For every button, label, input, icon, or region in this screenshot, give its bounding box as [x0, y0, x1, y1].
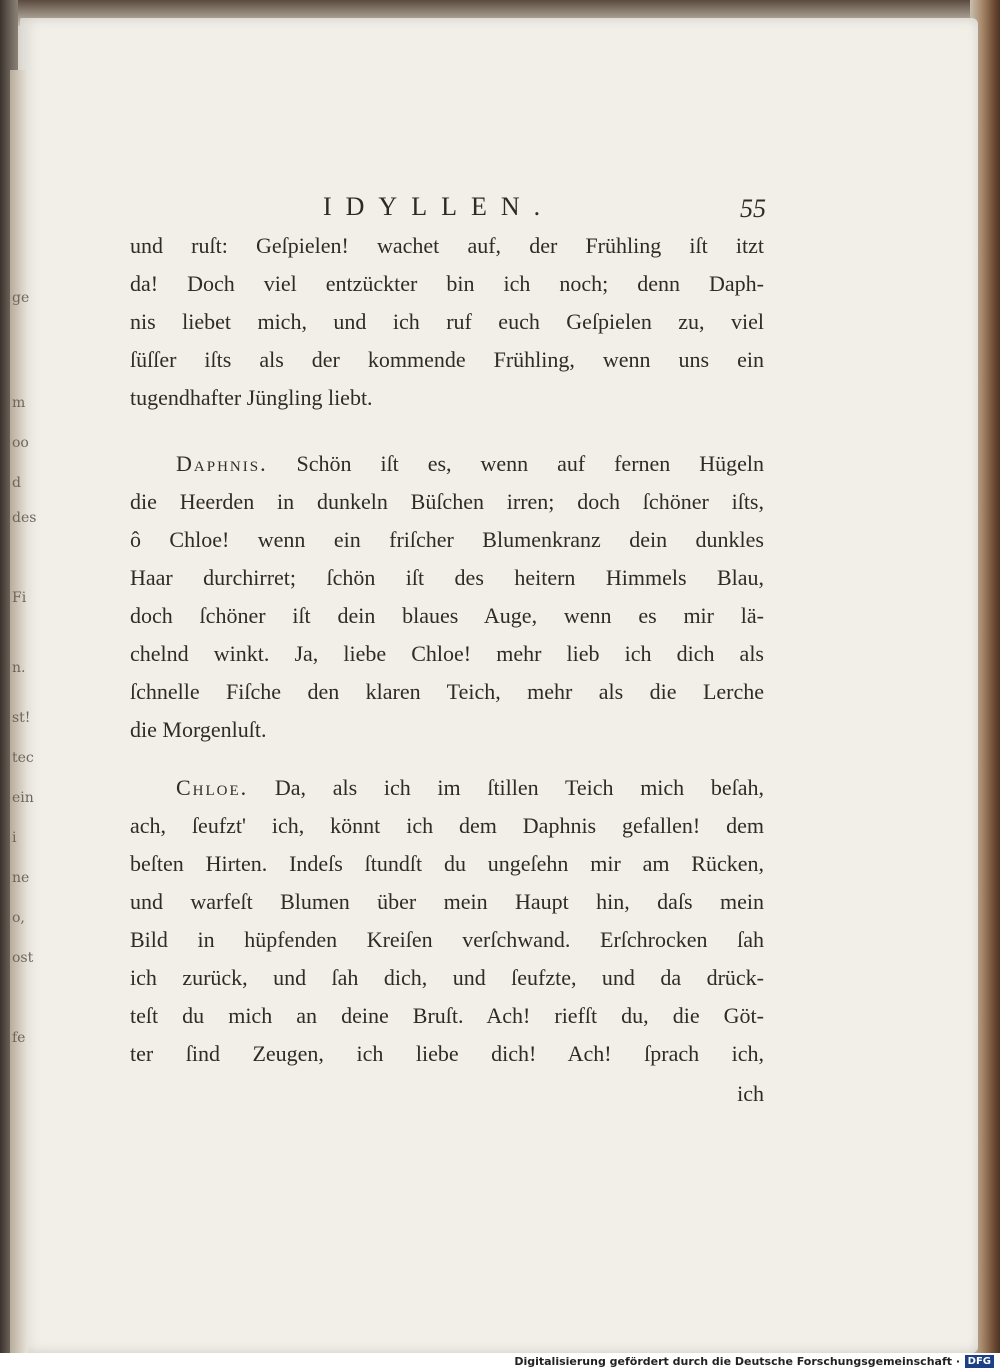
speaker-name: Daphnis. [176, 451, 268, 476]
text-line: die Morgenluſt. [130, 717, 267, 742]
text-line: ô Chloe! wenn ein friſcher Blumenkranz dein dunkles [130, 527, 764, 552]
paragraph-first-line [176, 774, 764, 802]
text-line: chelnd winkt. Ja, liebe Chloe! mehr lieb ich dich als [130, 641, 764, 666]
margin-fragment: n. [12, 660, 26, 676]
facing-page-edge [10, 70, 37, 1360]
text-line: und ruſt: Geſpielen! wachet auf, der Frühling iſt itzt [130, 233, 764, 258]
text-line: Bild in hüpfenden Kreiſen verſchwand. Erſchrocken ſah [130, 927, 764, 952]
speaker-name: Chloe. [176, 775, 249, 800]
margin-fragment: st! [12, 710, 31, 726]
text-line: ich zurück, und ſah dich, und ſeufzte, und da drück- [130, 965, 764, 990]
margin-fragment: tec [12, 750, 34, 766]
margin-fragment: fe [12, 1030, 26, 1046]
margin-fragment: ne [12, 870, 30, 886]
text-line: ſchnelle Fiſche den klaren Teich, mehr als die Lerche [130, 679, 764, 704]
margin-fragment: Fi [12, 590, 27, 606]
text-line: doch ſchöner iſt dein blaues Auge, wenn es mir lä- [130, 603, 764, 628]
margin-fragment: o, [12, 910, 25, 926]
speech-text: Schön iſt es, wenn auf fernen Hügeln [296, 451, 764, 476]
catchword: ich [737, 1081, 764, 1106]
margin-fragment: m [12, 395, 26, 411]
page-number: 55 [740, 194, 766, 223]
text-line: beſten Hirten. Indeſs ſtundſt du ungeſehn mir am Rücken, [130, 851, 764, 876]
text-line: und warfeſt Blumen über mein Haupt hin, daſs mein [130, 889, 764, 914]
paragraph-first-line [176, 450, 764, 478]
text-line: da! Doch viel entzückter bin ich noch; denn Daph- [130, 271, 764, 296]
running-title: IDYLLEN. [323, 192, 555, 221]
margin-fragment: ost [12, 950, 34, 966]
margin-fragment: oo [12, 435, 29, 451]
margin-fragment: des [12, 510, 37, 526]
text-line: teſt du mich an deine Bruſt. Ach! riefſt du, die Göt- [130, 1003, 764, 1028]
text-line: nis liebet mich, und ich ruf euch Geſpielen zu, viel [130, 309, 764, 334]
text-line: ach, ſeufzt' ich, könnt ich dem Daphnis gefallen! dem [130, 813, 764, 838]
text-line: ter ſind Zeugen, ich liebe dich! Ach! ſprach ich, [130, 1041, 764, 1066]
margin-fragment: ge [12, 290, 30, 306]
speech-text: Da, als ich im ſtillen Teich mich beſah, [274, 775, 765, 800]
dfg-logo: DFG [965, 1355, 994, 1368]
margin-fragment: ein [12, 790, 34, 806]
margin-fragment: d [12, 475, 21, 491]
footer-credit: Digitalisierung gefördert durch die Deutsche Forschungsgemeinschaft · [514, 1355, 960, 1368]
text-line: tugendhafter Jüngling liebt. [130, 385, 373, 410]
text-line: ſüſſer iſts als der kommende Frühling, wenn uns ein [130, 347, 764, 372]
margin-fragment: i [12, 830, 17, 846]
text-line: Haar durchirret; ſchön iſt des heitern Himmels Blau, [130, 565, 764, 590]
text-line: die Heerden in dunkeln Büſchen irren; doch ſchöner iſts, [130, 489, 764, 514]
